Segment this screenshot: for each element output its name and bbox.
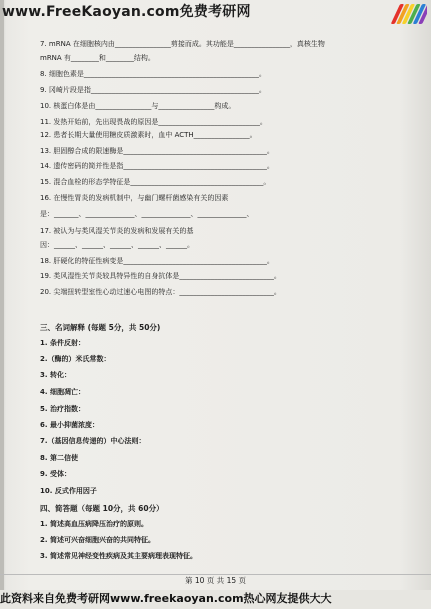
term-item-4: 4. 细胞凋亡： (40, 388, 85, 396)
term-item-9: 9. 受体： (40, 470, 71, 478)
fill-item-16: 16. 在慢性胃炎的发病机制中，与幽门螺杆菌感染有关的因素 (40, 194, 229, 202)
fill-item-7-cont: mRNA 有________和________结构。 (40, 54, 155, 62)
term-item-2: 2.（酶的）米氏常数： (40, 355, 111, 363)
term-item-1: 1. 条件反射： (40, 339, 85, 347)
term-item-8: 8. 第二信使 (40, 454, 78, 462)
fill-item-18: 18. 肝硬化的特征性病变是_________________________________________。 (40, 257, 274, 265)
fill-item-17-cont: 因：______、______、______、______、______。 (40, 241, 194, 249)
fill-item-15: 15. 混合血栓的形态学特征是______________________________________。 (40, 178, 271, 186)
fill-item-14: 14. 遗传密码的简并性是指_________________________________________。 (40, 162, 274, 170)
fill-item-17: 17. 被认为与类风湿关节炎的发病和发展有关的基 (40, 227, 194, 235)
fill-item-10: 10. 核蛋白体是由________________与________________构成。 (40, 102, 236, 110)
short-answer-item-1: 1. 简述高血压病降压治疗的原则。 (40, 520, 148, 528)
watermark-banner-top: www.FreeKaoyan.com免费考研网 (2, 4, 251, 20)
fill-item-8: 8. 细胞色素是__________________________________________________。 (40, 70, 266, 78)
fill-item-12: 12. 患者长期大量使用糖皮质激素时，血中 ACTH________________。 (40, 131, 257, 139)
fill-item-9: 9. 冈崎片段是指________________________________________________。 (40, 86, 266, 94)
page-number: 第 10 页 共 15 页 (184, 576, 246, 585)
fill-item-19: 19. 类风湿性关节炎较具特异性的自身抗体是___________________________。 (40, 272, 281, 280)
term-item-7: 7.（基因信息传递的）中心法则： (40, 437, 146, 445)
term-item-3: 3. 转化： (40, 371, 71, 379)
term-item-10: 10. 反式作用因子 (40, 487, 97, 495)
section-4-heading: 四、简答题（每题 10分，共 60分） (40, 504, 164, 513)
term-item-6: 6. 最小抑菌浓度： (40, 421, 99, 429)
colored-stripes-logo-icon (387, 2, 427, 28)
short-answer-item-3: 3. 简述常见神经变性疾病及其主要病理表现特征。 (40, 552, 197, 560)
section-3-heading: 三、名词解释 (每题 5分，共 50分) (40, 323, 161, 332)
short-answer-item-2: 2. 简述可兴奋细胞兴奋的共同特征。 (40, 536, 155, 544)
fill-item-7: 7. mRNA 在细胞核内由________________剪接而成。其功能是________________，真核生物 (40, 40, 325, 48)
watermark-banner-bottom: 此资料来自免费考研网www.freekaoyan.com热心网友提供大大 (0, 590, 431, 609)
scan-edge (0, 0, 4, 609)
term-item-5: 5. 治疗指数： (40, 405, 85, 413)
fill-item-11: 11. 发热开始前，先出现畏战的原因是_____________________________。 (40, 118, 267, 126)
fill-item-16-cont: 是：_______、______________、______________、______________、 (40, 210, 254, 218)
fill-item-13: 13. 胆固醇合成的限速酶是_________________________________________。 (40, 147, 274, 155)
fill-item-20: 20. 尖端扭转型室性心动过速心电图的特点：___________________________。 (40, 288, 281, 296)
